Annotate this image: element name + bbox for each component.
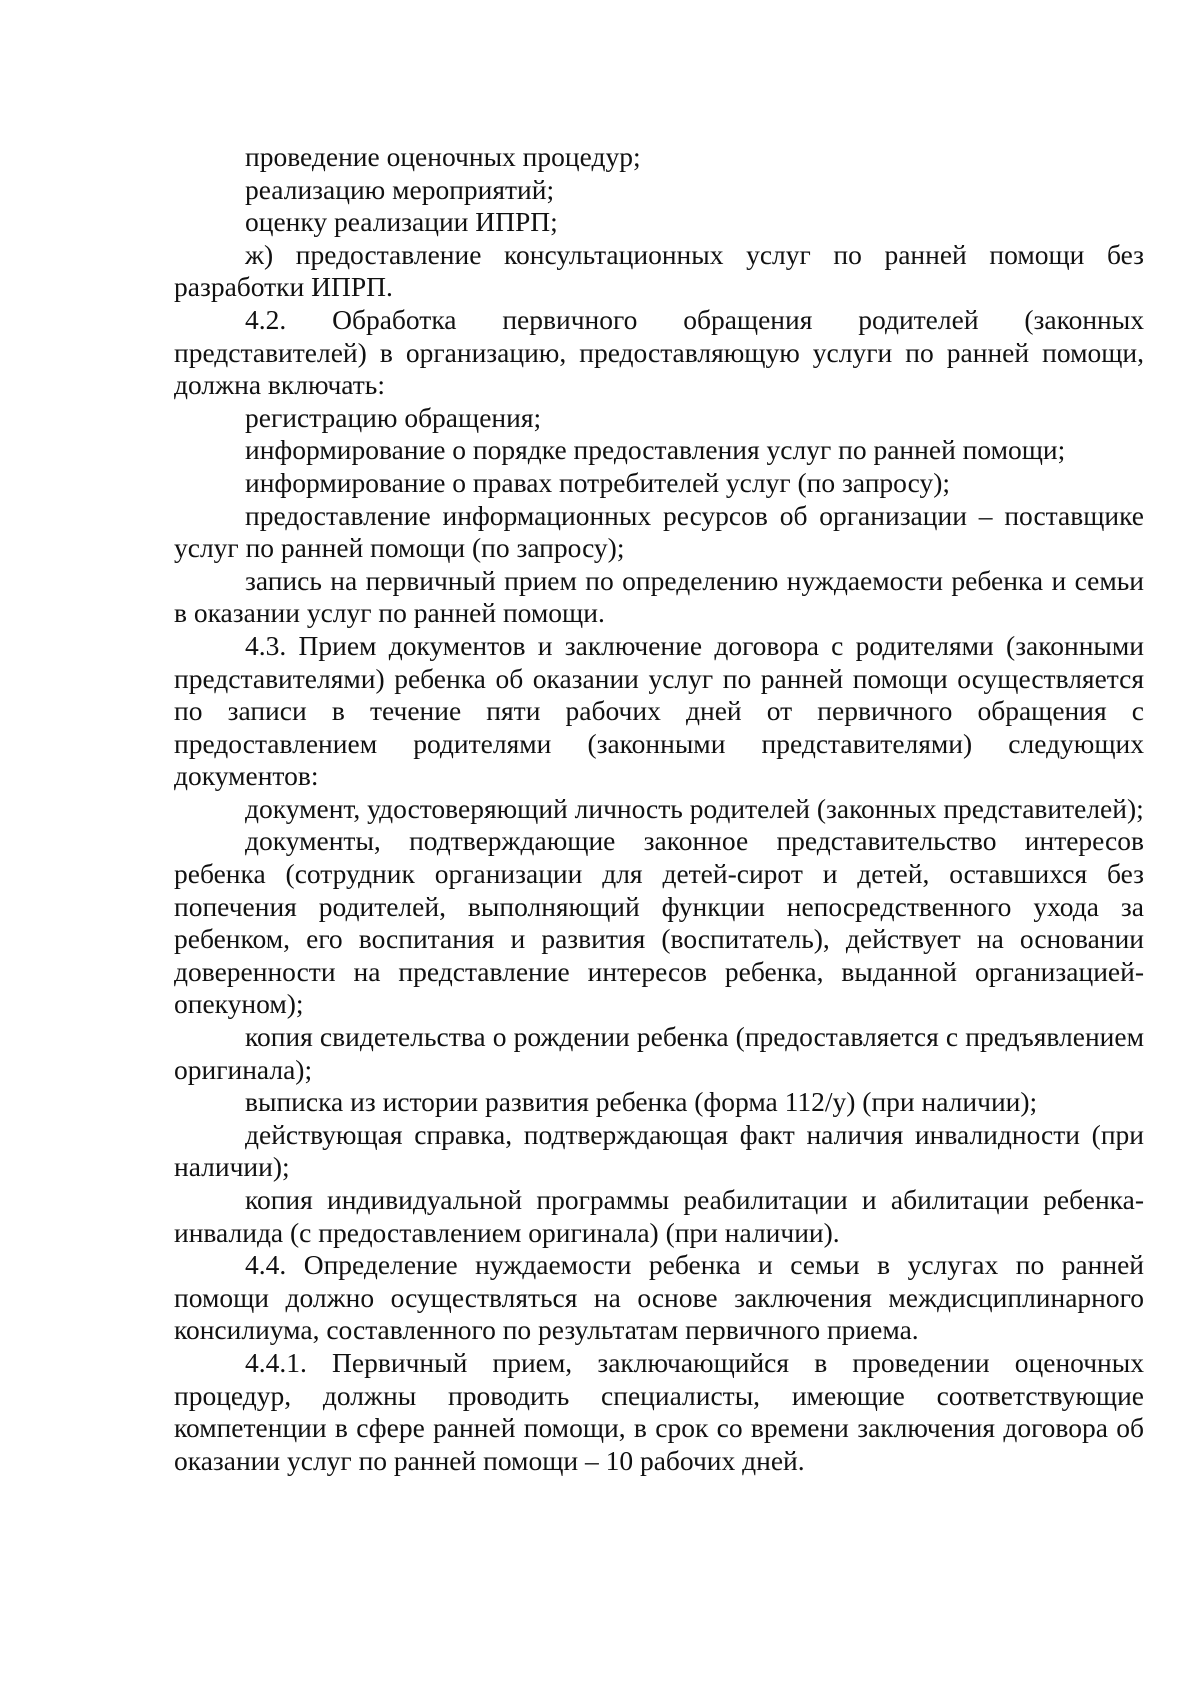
paragraph: регистрацию обращения; (245, 401, 542, 433)
paragraph: предоставление информационных ресурсов об организации – поставщике услуг по ранней помощи (по запросу); (174, 499, 1144, 564)
paragraph: 4.3. Прием документов и заключение договора с родителями (законными представителями) ребенка об оказании услуг по ранней помощи осуществляется по записи в течение пяти рабочих дней от первичного обращения с предоставлением родителями (законными представителями) следующих документов: (174, 629, 1144, 792)
paragraph: действующая справка, подтверждающая факт наличия инвалидности (при наличии); (174, 1118, 1144, 1183)
paragraph: 4.2. Обработка первичного обращения родителей (законных представителей) в организацию, предоставляющую услуги по ранней помощи, должна включать: (174, 303, 1144, 401)
paragraph: реализацию мероприятий; (245, 173, 555, 205)
paragraph: информирование о порядке предоставления услуг по ранней помощи; (245, 434, 1066, 466)
paragraph: оценку реализации ИПРП; (245, 206, 558, 238)
paragraph: 4.4. Определение нуждаемости ребенка и семьи в услугах по ранней помощи должно осуществляться на основе заключения междисциплинарного консилиума, составленного по результатам первичного приема. (174, 1249, 1144, 1346)
paragraph: проведение оценочных процедур; (245, 141, 641, 172)
paragraph: 4.4.1. Первичный прием, заключающийся в проведении оценочных процедур, должны проводить специалисты, имеющие соответствующие компетенции в сфере ранней помощи, в срок со времени заключения договора об оказании услуг по ранней помощи – 10 рабочих дней. (174, 1346, 1144, 1476)
document-body (174, 141, 1144, 1477)
paragraph: копия индивидуальной программы реабилитации и абилитации ребенка-инвалида (с предоставлением оригинала) (при наличии). (174, 1184, 1144, 1248)
paragraph: запись на первичный прием по определению нуждаемости ребенка и семьи в оказании услуг по ранней помощи. (174, 564, 1144, 629)
paragraph: информирование о правах потребителей услуг (по запросу); (245, 466, 950, 498)
paragraph: ж) предоставление консультационных услуг по ранней помощи без разработки ИПРП. (174, 238, 1144, 303)
paragraph: выписка из истории развития ребенка (форма 112/у) (при наличии); (245, 1086, 1038, 1118)
paragraph: документы, подтверждающие законное представительство интересов ребенка (сотрудник организации для детей-сирот и детей, оставшихся без попечения родителей, выполняющий функции непосредственного ухода за ребенком, его воспитания и развития (воспитатель), действует на основании доверенности на представление интересов ребенка, выданной организацией-опекуном); (174, 825, 1144, 1020)
paragraph: документ, удостоверяющий личность родителей (законных представителей); (245, 792, 1144, 824)
paragraph: копия свидетельства о рождении ребенка (предоставляется с предъявлением оригинала); (174, 1021, 1144, 1085)
